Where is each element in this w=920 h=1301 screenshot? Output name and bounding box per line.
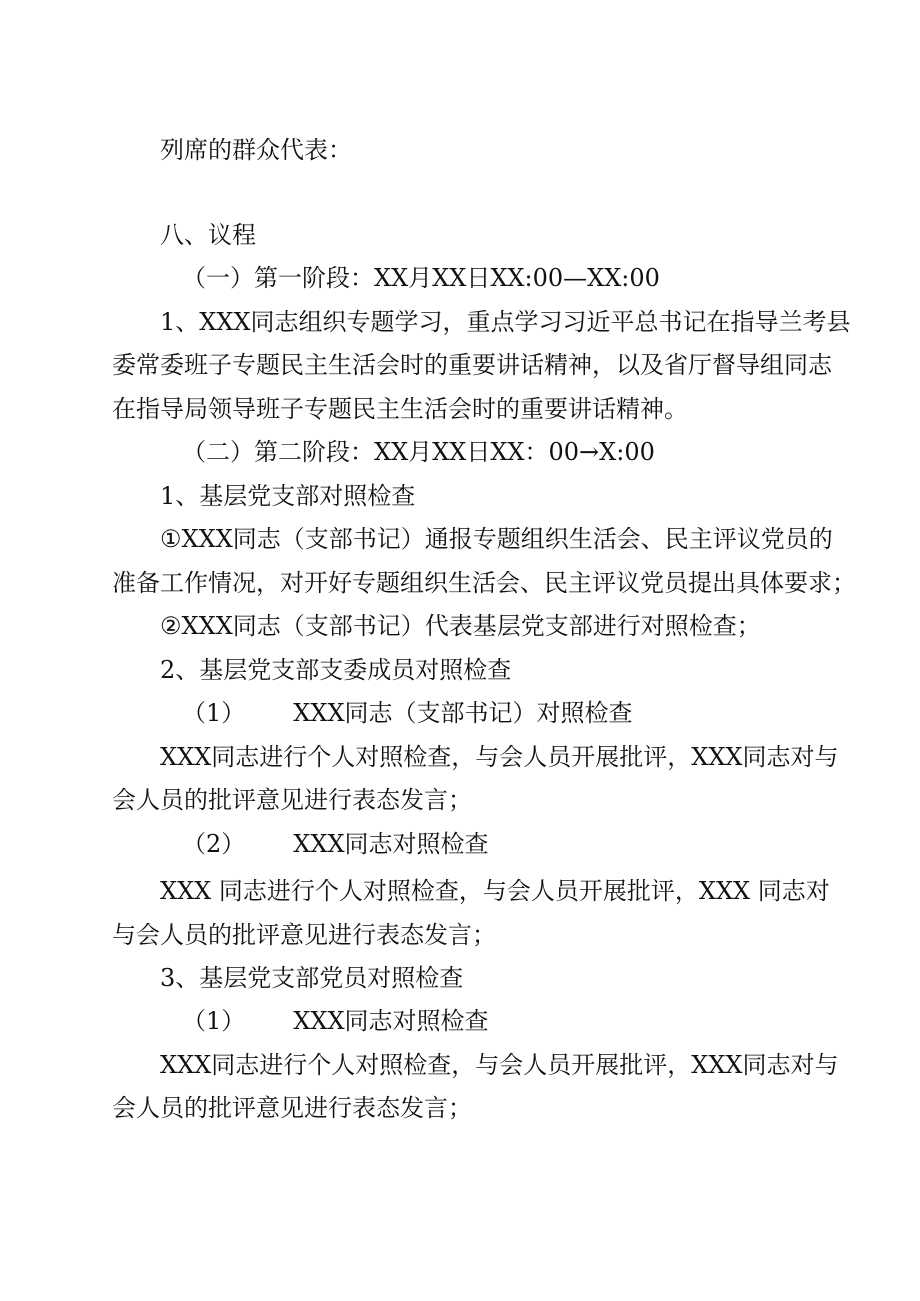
stage2-sub2-p1-heading xyxy=(182,698,633,728)
stage2-sub3-p1-number: （1） xyxy=(182,1007,246,1035)
stage1-heading: （一）第一阶段：XX月XX日XX:00—XX:00 xyxy=(182,264,660,292)
stage2-heading: （二）第二阶段：XX月XX日XX：00→X:00 xyxy=(182,438,655,466)
stage2-sub2-p2-title: XXX同志对照检查 xyxy=(293,830,489,858)
stage2-sub1-item1-line1: ①XXX同志（支部书记）通报专题组织生活会、民主评议党员的 xyxy=(160,525,833,553)
stage2-sub1-item2: ②XXX同志（支部书记）代表基层党支部进行对照检查； xyxy=(160,612,761,640)
stage2-sub2-p1-body-line1: XXX同志进行个人对照检查，与会人员开展批评，XXX同志对与 xyxy=(160,743,839,771)
stage1-item1-line1: 1、XXX同志组织专题学习，重点学习习近平总书记在指导兰考县 xyxy=(160,308,851,336)
stage2-sub1-heading: 1、基层党支部对照检查 xyxy=(160,482,416,510)
stage2-sub2-p1-body-line2: 会人员的批评意见进行表态发言； xyxy=(112,786,472,814)
attendees-line: 列席的群众代表： xyxy=(160,136,352,164)
stage2-sub1-item1-line2: 准备工作情况，对开好专题组织生活会、民主评议党员提出具体要求； xyxy=(112,569,856,597)
stage2-sub3-p1-body-line1: XXX同志进行个人对照检查，与会人员开展批评，XXX同志对与 xyxy=(160,1051,839,1079)
stage2-sub3-p1-body-line2: 会人员的批评意见进行表态发言； xyxy=(112,1094,472,1122)
stage2-sub3-p1-title: XXX同志对照检查 xyxy=(293,1007,489,1035)
stage2-sub2-p2-heading xyxy=(182,829,489,859)
stage1-item1-line2: 委常委班子专题民主生活会时的重要讲话精神，以及省厅督导组同志 xyxy=(112,351,832,379)
stage2-sub2-p1-number: （1） xyxy=(182,699,246,727)
stage2-sub3-p1-heading xyxy=(182,1006,489,1036)
stage2-sub2-p2-body-line2: 与会人员的批评意见进行表态发言； xyxy=(112,921,496,949)
stage2-sub2-p2-number: （2） xyxy=(182,830,246,858)
stage2-sub2-p1-title: XXX同志（支部书记）对照检查 xyxy=(293,699,633,727)
stage2-sub3-heading: 3、基层党支部党员对照检查 xyxy=(160,964,464,992)
stage1-item1-line3: 在指导局领导班子专题民主生活会时的重要讲话精神。 xyxy=(112,395,688,423)
section-heading: 八、议程 xyxy=(160,221,256,249)
stage2-sub2-p2-body-line1: XXX 同志进行个人对照检查，与会人员开展批评，XXX 同志对 xyxy=(160,877,830,905)
stage2-sub2-heading: 2、基层党支部支委成员对照检查 xyxy=(160,656,512,684)
